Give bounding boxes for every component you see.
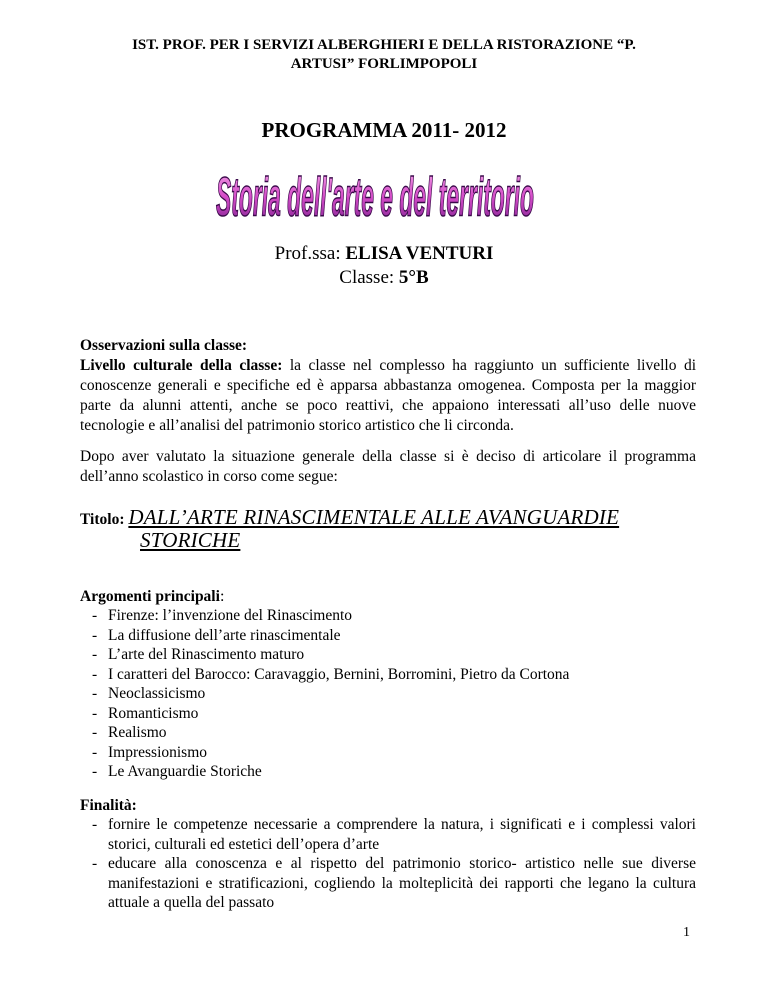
list-item: - Neoclassicismo bbox=[92, 685, 206, 702]
topic-text: I caratteri del Barocco: Caravaggio, Bernini, Borromini, Pietro da Cortona bbox=[108, 665, 570, 683]
topics-heading-line bbox=[80, 588, 696, 606]
teacher-label: Prof.ssa: bbox=[274, 243, 346, 264]
intro-paragraph: Dopo aver valutato la situazione generale della classe si è deciso di articolare il programma dell’anno scolastico in corso come segue: bbox=[80, 448, 696, 485]
goals-list bbox=[80, 815, 696, 913]
goal-text: educare alla conoscenza e al rispetto del patrimonio storico- artistico nelle sue diverse manifestazioni e stratificazioni, cogliendo la molteplicità dei rapporti che legano la cultura attuale a quella del passato bbox=[108, 855, 696, 911]
list-item: - Romanticismo bbox=[92, 704, 199, 722]
goals-section bbox=[80, 797, 696, 913]
level-text: la classe nel complesso ha raggiunto un sufficiente livello di conoscenze generali e specifiche ed è apparsa abbastanza omogenea. Composta per la maggior parte da alunni attenti, anche se poco reattivi, che appaiono interessati all’uso delle nuove tecnologie e all’analisi del patrimonio storico artistico che li circonda. bbox=[80, 357, 696, 434]
class-label: Classe: bbox=[339, 267, 399, 288]
topics-section bbox=[80, 588, 696, 782]
course-title-label: Titolo: bbox=[80, 511, 129, 528]
teacher-name: ELISA VENTURI bbox=[345, 243, 494, 264]
list-item: - educare alla conoscenza e al rispetto del patrimonio storico- artistico nelle sue diverse manifestazioni e stratificazioni, cogliendo la molteplicità dei rapporti che legano la cultura attuale a quella del passato bbox=[92, 855, 696, 911]
teacher-block bbox=[0, 242, 768, 290]
goals-heading: Finalità: bbox=[80, 797, 137, 814]
list-item: - Realismo bbox=[92, 724, 167, 741]
topic-text: L’arte del Rinascimento maturo bbox=[108, 646, 305, 663]
topics-heading-colon: : bbox=[219, 588, 225, 605]
topics-list bbox=[80, 606, 696, 782]
list-item: - Le Avanguardie Storiche bbox=[92, 763, 262, 780]
school-header bbox=[60, 36, 708, 74]
topic-text: Impressionismo bbox=[108, 743, 208, 761]
list-item: - fornire le competenze necessarie a comprendere la natura, i significati e i complessi valori storici, culturali ed estetici dell’opera d’arte bbox=[92, 816, 696, 853]
observations-heading: Osservazioni sulla classe: bbox=[80, 337, 248, 354]
list-item: - L’arte del Rinascimento maturo bbox=[92, 646, 305, 663]
subject-wordart bbox=[210, 150, 540, 228]
subject-wordart-text: Storia dell'arte e del territorio bbox=[216, 165, 534, 228]
topic-text: Romanticismo bbox=[108, 704, 199, 722]
teacher-line bbox=[0, 242, 768, 266]
course-title-line1: DALL’ARTE RINASCIMENTALE ALLE AVANGUARDIE bbox=[128, 505, 620, 529]
list-item: - Firenze: l’invenzione del Rinascimento bbox=[92, 607, 353, 624]
school-name-line1: IST. PROF. PER I SERVIZI ALBERGHIERI E DELLA RISTORAZIONE “P. bbox=[132, 37, 636, 53]
topic-text: Realismo bbox=[108, 724, 167, 741]
goal-text: fornire le competenze necessarie a comprendere la natura, i significati e i complessi valori storici, culturali ed estetici dell’opera d’arte bbox=[108, 816, 696, 853]
level-label: Livello culturale della classe: bbox=[80, 357, 283, 374]
observations-section bbox=[80, 336, 696, 436]
topic-text: Le Avanguardie Storiche bbox=[108, 763, 262, 780]
list-item: - La diffusione dell’arte rinascimentale bbox=[92, 626, 341, 644]
topics-heading: Argomenti principali bbox=[80, 588, 220, 605]
topic-text: Neoclassicismo bbox=[108, 685, 206, 702]
page-number: 1 bbox=[683, 925, 690, 940]
course-title-line2: STORICHE bbox=[140, 528, 241, 552]
class-value: 5°B bbox=[398, 267, 429, 288]
topic-text: Firenze: l’invenzione del Rinascimento bbox=[108, 607, 353, 624]
school-name-line2: ARTUSI” FORLIMPOPOLI bbox=[290, 56, 478, 72]
observations-paragraph bbox=[80, 356, 696, 436]
course-title bbox=[80, 505, 696, 553]
class-line bbox=[0, 266, 768, 290]
program-title: PROGRAMMA 2011- 2012 bbox=[261, 118, 507, 142]
list-item: - Impressionismo bbox=[92, 743, 208, 761]
topic-text: La diffusione dell’arte rinascimentale bbox=[108, 626, 341, 644]
list-item: - I caratteri del Barocco: Caravaggio, Bernini, Borromini, Pietro da Cortona bbox=[92, 665, 570, 683]
